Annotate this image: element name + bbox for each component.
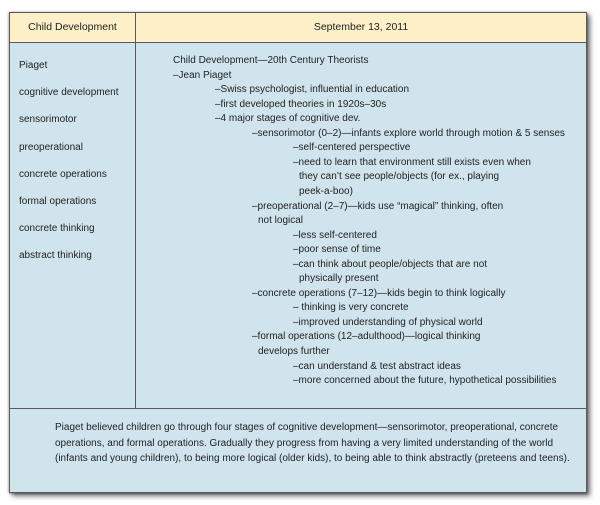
note-line: –4 major stages of cognitive dev. <box>215 113 361 125</box>
cue-item: cognitive development <box>19 87 119 99</box>
cue-item: formal operations <box>19 196 97 207</box>
summary-text: Piaget believed children go through four stages of cognitive development—sensorimotor, preoperational, concrete operations, and formal operations. Gradually they progress from having a very limited understanding of the world (infants and young children), to being more logical (older kids), to being able to think abstractly (preteens and teens). <box>55 422 570 464</box>
cue-item: concrete thinking <box>19 223 95 235</box>
note-line: – thinking is very concrete <box>293 302 409 314</box>
notes-column <box>136 43 586 408</box>
notes-body-row <box>10 43 586 409</box>
note-line: –first developed theories in 1920s–30s <box>215 98 387 110</box>
note-line: –Swiss psychologist, influential in education <box>215 84 409 96</box>
cue-item: Piaget <box>19 60 48 71</box>
note-line: peek-a-boo) <box>299 185 353 197</box>
summary-row <box>10 409 586 492</box>
cornell-notes-table <box>9 12 587 493</box>
header-row <box>10 13 586 43</box>
note-line: –self-centered perspective <box>293 142 411 154</box>
note-line: –can think about people/objects that are not <box>293 258 488 270</box>
note-line: –need to learn that environment still exists even when <box>293 156 531 168</box>
note-line: –more concerned about the future, hypothetical possibilities <box>293 375 557 387</box>
note-line: Child Development—20th Century Theorists <box>173 55 369 66</box>
note-line: they can’t see people/objects (for ex., playing <box>299 171 500 183</box>
cue-item: preoperational <box>19 141 83 153</box>
cue-item: concrete operations <box>19 168 107 180</box>
note-line: –formal operations (12–adulthood)—logical thinking <box>252 331 481 343</box>
note-line: not logical <box>258 215 304 227</box>
note-line: –Jean Piaget <box>173 69 232 81</box>
note-line: develops further <box>258 346 330 357</box>
cue-item: sensorimotor <box>19 114 77 126</box>
note-line: –sensorimotor (0–2)—infants explore world through motion & 5 senses <box>252 127 565 139</box>
note-line: –can understand & test abstract ideas <box>293 360 461 372</box>
cue-item: abstract thinking <box>19 250 92 262</box>
topic-title: Child Development <box>10 13 136 42</box>
note-line: –concrete operations (7–12)—kids begin to think logically <box>252 287 506 299</box>
note-line: –improved understanding of physical world <box>293 316 483 328</box>
note-line: –poor sense of time <box>293 244 381 256</box>
cue-column <box>10 43 136 408</box>
note-line: –less self-centered <box>293 229 377 241</box>
note-line: –preoperational (2–7)—kids use “magical” thinking, often <box>252 200 504 212</box>
note-line: physically present <box>299 273 379 285</box>
date-label: September 13, 2011 <box>313 21 409 33</box>
